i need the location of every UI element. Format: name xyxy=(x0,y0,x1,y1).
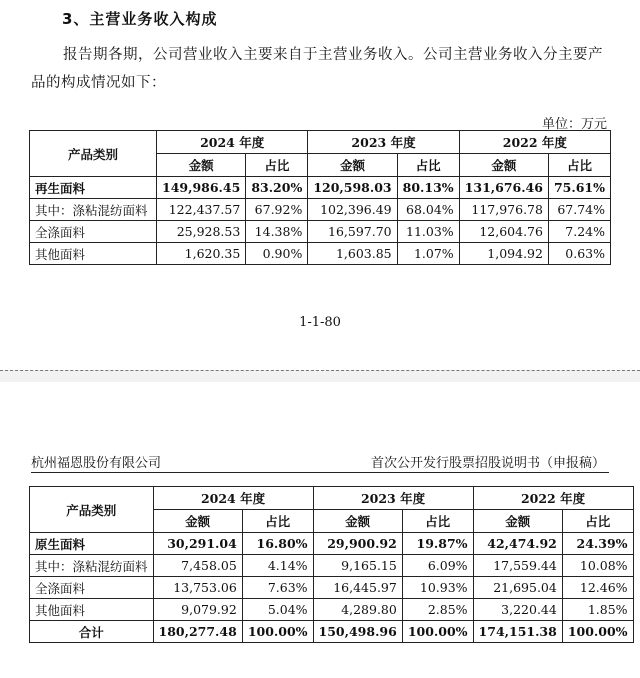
amount-cell: 1,603.85 xyxy=(308,243,397,265)
header-year-2022: 2022 年度 xyxy=(473,487,633,510)
share-cell: 10.08% xyxy=(562,555,633,577)
table-row xyxy=(30,533,634,555)
amount-cell: 12,604.76 xyxy=(459,221,548,243)
row-label: 其中：涤粘混纺面料 xyxy=(30,199,157,221)
header-amount: 金额 xyxy=(157,154,246,177)
amount-cell: 1,620.35 xyxy=(157,243,246,265)
amount-cell: 16,597.70 xyxy=(308,221,397,243)
table2-body xyxy=(30,533,634,643)
header-year-2024: 2024 年度 xyxy=(157,131,308,154)
header-share: 占比 xyxy=(562,510,633,533)
header-share: 占比 xyxy=(548,154,610,177)
amount-cell: 1,094.92 xyxy=(459,243,548,265)
amount-cell: 117,976.78 xyxy=(459,199,548,221)
header-category: 产品类别 xyxy=(30,131,157,177)
amount-cell: 7,458.05 xyxy=(153,555,242,577)
share-cell: 12.46% xyxy=(562,577,633,599)
table-row xyxy=(30,555,634,577)
amount-cell: 131,676.46 xyxy=(459,177,548,199)
amount-cell: 9,165.15 xyxy=(313,555,402,577)
header-amount: 金额 xyxy=(313,510,402,533)
share-cell: 1.85% xyxy=(562,599,633,621)
revenue-table-part2 xyxy=(29,486,634,643)
header-category: 产品类别 xyxy=(30,487,154,533)
share-cell: 2.85% xyxy=(402,599,473,621)
share-cell: 6.09% xyxy=(402,555,473,577)
header-company-name: 杭州福恩股份有限公司 xyxy=(31,456,162,471)
table-row xyxy=(30,221,611,243)
share-cell: 80.13% xyxy=(397,177,459,199)
amount-cell: 21,695.04 xyxy=(473,577,562,599)
header-share: 占比 xyxy=(402,510,473,533)
amount-cell: 9,079.92 xyxy=(153,599,242,621)
amount-cell: 30,291.04 xyxy=(153,533,242,555)
running-header xyxy=(31,452,609,473)
share-cell: 0.63% xyxy=(548,243,610,265)
share-cell: 5.04% xyxy=(242,599,313,621)
table-row xyxy=(30,177,611,199)
table1-body xyxy=(30,177,611,265)
share-cell: 67.92% xyxy=(246,199,308,221)
header-share: 占比 xyxy=(397,154,459,177)
share-cell: 14.38% xyxy=(246,221,308,243)
amount-cell: 122,437.57 xyxy=(157,199,246,221)
amount-cell: 4,289.80 xyxy=(313,599,402,621)
header-amount: 金额 xyxy=(473,510,562,533)
header-year-2023: 2023 年度 xyxy=(308,131,459,154)
share-cell: 67.74% xyxy=(548,199,610,221)
table-row xyxy=(30,199,611,221)
header-share: 占比 xyxy=(242,510,313,533)
share-cell: 16.80% xyxy=(242,533,313,555)
header-amount: 金额 xyxy=(459,154,548,177)
table-row xyxy=(30,243,611,265)
header-amount: 金额 xyxy=(308,154,397,177)
row-label: 其中：涤粘混纺面料 xyxy=(30,555,154,577)
amount-cell: 29,900.92 xyxy=(313,533,402,555)
share-cell: 100.00% xyxy=(402,621,473,643)
section-heading: 3、主营业务收入构成 xyxy=(62,10,218,28)
amount-cell: 13,753.06 xyxy=(153,577,242,599)
share-cell: 7.63% xyxy=(242,577,313,599)
page-number: 1-1-80 xyxy=(299,315,341,330)
unit-label: 单位：万元 xyxy=(541,117,607,132)
row-label: 再生面料 xyxy=(30,177,157,199)
share-cell: 7.24% xyxy=(548,221,610,243)
share-cell: 11.03% xyxy=(397,221,459,243)
total-row xyxy=(30,621,634,643)
share-cell: 19.87% xyxy=(402,533,473,555)
share-cell: 1.07% xyxy=(397,243,459,265)
header-year-2024: 2024 年度 xyxy=(153,487,313,510)
amount-cell: 3,220.44 xyxy=(473,599,562,621)
header-share: 占比 xyxy=(246,154,308,177)
header-amount: 金额 xyxy=(153,510,242,533)
intro-paragraph: 报告期各期，公司营业收入主要来自于主营业务收入。公司主营业务收入分主要产品的构成情况如下： xyxy=(31,47,603,91)
header-year-2023: 2023 年度 xyxy=(313,487,473,510)
row-label: 合计 xyxy=(30,621,154,643)
share-cell: 68.04% xyxy=(397,199,459,221)
row-label: 全涤面料 xyxy=(30,577,154,599)
amount-cell: 150,498.96 xyxy=(313,621,402,643)
share-cell: 100.00% xyxy=(242,621,313,643)
share-cell: 83.20% xyxy=(246,177,308,199)
amount-cell: 102,396.49 xyxy=(308,199,397,221)
row-label: 全涤面料 xyxy=(30,221,157,243)
amount-cell: 25,928.53 xyxy=(157,221,246,243)
amount-cell: 149,986.45 xyxy=(157,177,246,199)
header-year-2022: 2022 年度 xyxy=(459,131,610,154)
share-cell: 24.39% xyxy=(562,533,633,555)
table-row xyxy=(30,577,634,599)
amount-cell: 42,474.92 xyxy=(473,533,562,555)
share-cell: 4.14% xyxy=(242,555,313,577)
row-label: 原生面料 xyxy=(30,533,154,555)
amount-cell: 17,559.44 xyxy=(473,555,562,577)
header-document-title: 首次公开发行股票招股说明书（申报稿） xyxy=(370,456,605,471)
amount-cell: 120,598.03 xyxy=(308,177,397,199)
share-cell: 10.93% xyxy=(402,577,473,599)
row-label: 其他面料 xyxy=(30,243,157,265)
share-cell: 75.61% xyxy=(548,177,610,199)
amount-cell: 174,151.38 xyxy=(473,621,562,643)
amount-cell: 180,277.48 xyxy=(153,621,242,643)
table-row xyxy=(30,599,634,621)
share-cell: 100.00% xyxy=(562,621,633,643)
row-label: 其他面料 xyxy=(30,599,154,621)
share-cell: 0.90% xyxy=(246,243,308,265)
amount-cell: 16,445.97 xyxy=(313,577,402,599)
revenue-table-part1 xyxy=(29,130,611,265)
